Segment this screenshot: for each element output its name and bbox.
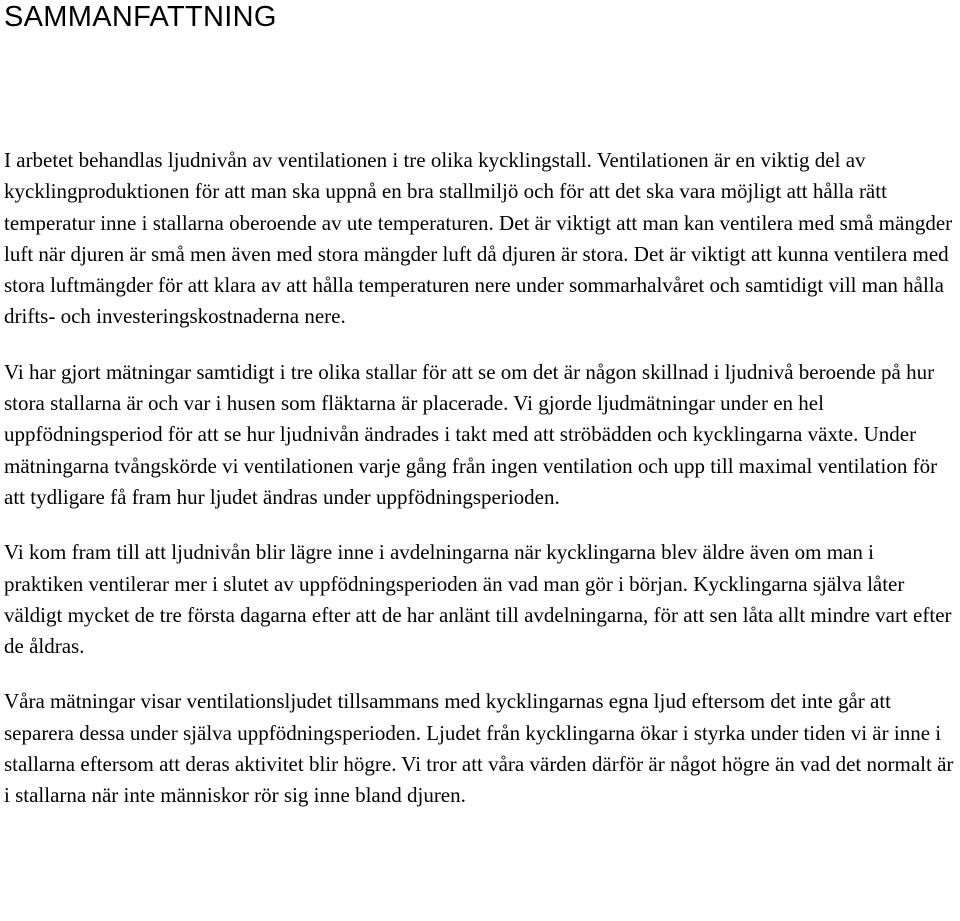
paragraph-1: I arbetet behandlas ljudnivån av ventilationen i tre olika kycklingstall. Ventilationen är en viktig del av kycklingproduktionen för att man ska uppnå en bra stallmiljö och för att det ska vara möjligt att hålla rätt temperatur inne i stallarna oberoende av ute temperaturen. Det är viktigt att man kan ventilera med små mängder luft när djuren är små men även med stora mängder luft då djuren är stora. Det är viktigt att kunna ventilera med stora luftmängder för att klara av att hålla temperaturen nere under sommarhalvåret och samtidigt vill man hålla drifts- och investeringskostnaderna nere. bbox=[4, 148, 953, 329]
paragraph-4: Våra mätningar visar ventilationsljudet tillsammans med kycklingarnas egna ljud eftersom det inte går att separera dessa under själva uppfödningsperioden. Ljudet från kycklingarna ökar i styrka under tiden vi är inne i stallarna eftersom att deras aktivitet blir högre. Vi tror att våra värden därför är något högre än vad det normalt är i stallarna när inte människor rör sig inne bland djuren. bbox=[4, 689, 954, 808]
page-title: SAMMANFATTNING bbox=[4, 1, 277, 33]
document-page bbox=[4, 0, 956, 812]
summary-body bbox=[4, 145, 956, 812]
paragraph-3: Vi kom fram till att ljudnivån blir lägre inne i avdelningarna när kycklingarna blev äldre även om man i praktiken ventilerar mer i slutet av uppfödningsperioden än vad man gör i början. Kycklingarna själva låter väldigt mycket de tre första dagarna efter att de har anlänt till avdelningarna, för att sen låta allt mindre vart efter de åldras. bbox=[4, 540, 952, 659]
paragraph-2: Vi har gjort mätningar samtidigt i tre olika stallar för att se om det är någon skillnad i ljudnivå beroende på hur stora stallarna är och var i husen som fläktarna är placerade. Vi gjorde ljudmätningar under en hel uppfödningsperiod för att se hur ljudnivån ändrades i takt med att ströbädden och kycklingarna växte. Under mätningarna tvångskörde vi ventilationen varje gång från ingen ventilation och upp till maximal ventilation för att tydligare få fram hur ljudet ändras under uppfödningsperioden. bbox=[4, 359, 938, 509]
